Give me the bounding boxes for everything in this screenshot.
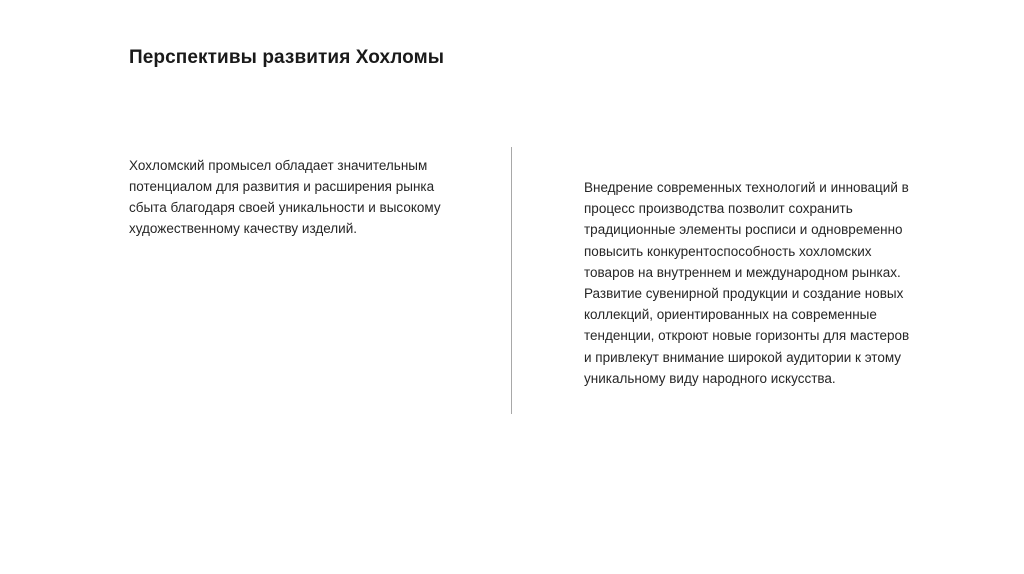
right-text-line: уникальному виду народного искусства. bbox=[584, 370, 836, 386]
column-divider bbox=[511, 147, 512, 414]
right-text-line: процесс производства позволит сохранить bbox=[584, 201, 853, 217]
left-text-line: потенциалом для развития и расширения рынка bbox=[129, 179, 435, 194]
right-text-line: коллекций, ориентированных на современные bbox=[584, 307, 877, 323]
left-text-line: сбыта благодаря своей уникальности и высокому bbox=[129, 200, 441, 215]
right-text-column bbox=[584, 177, 934, 389]
right-text-line: Развитие сувенирной продукции и создание новых bbox=[584, 286, 904, 302]
slide-title: Перспективы развития Хохломы bbox=[129, 47, 445, 68]
left-text-column bbox=[129, 155, 479, 239]
left-text-line: художественному качеству изделий. bbox=[129, 221, 357, 236]
right-text-line: товаров на внутреннем и международном рынках. bbox=[584, 264, 901, 280]
right-text-line: традиционные элементы росписи и одновременно bbox=[584, 222, 903, 238]
right-text-line: тенденции, откроют новые горизонты для мастеров bbox=[584, 328, 910, 344]
right-text-line: Внедрение современных технологий и инноваций в bbox=[584, 180, 909, 195]
right-text-line: повысить конкурентоспособность хохломских bbox=[584, 243, 872, 259]
left-text-line: Хохломский промысел обладает значительным bbox=[129, 158, 428, 173]
right-text-line: и привлекут внимание широкой аудитории к этому bbox=[584, 349, 902, 365]
